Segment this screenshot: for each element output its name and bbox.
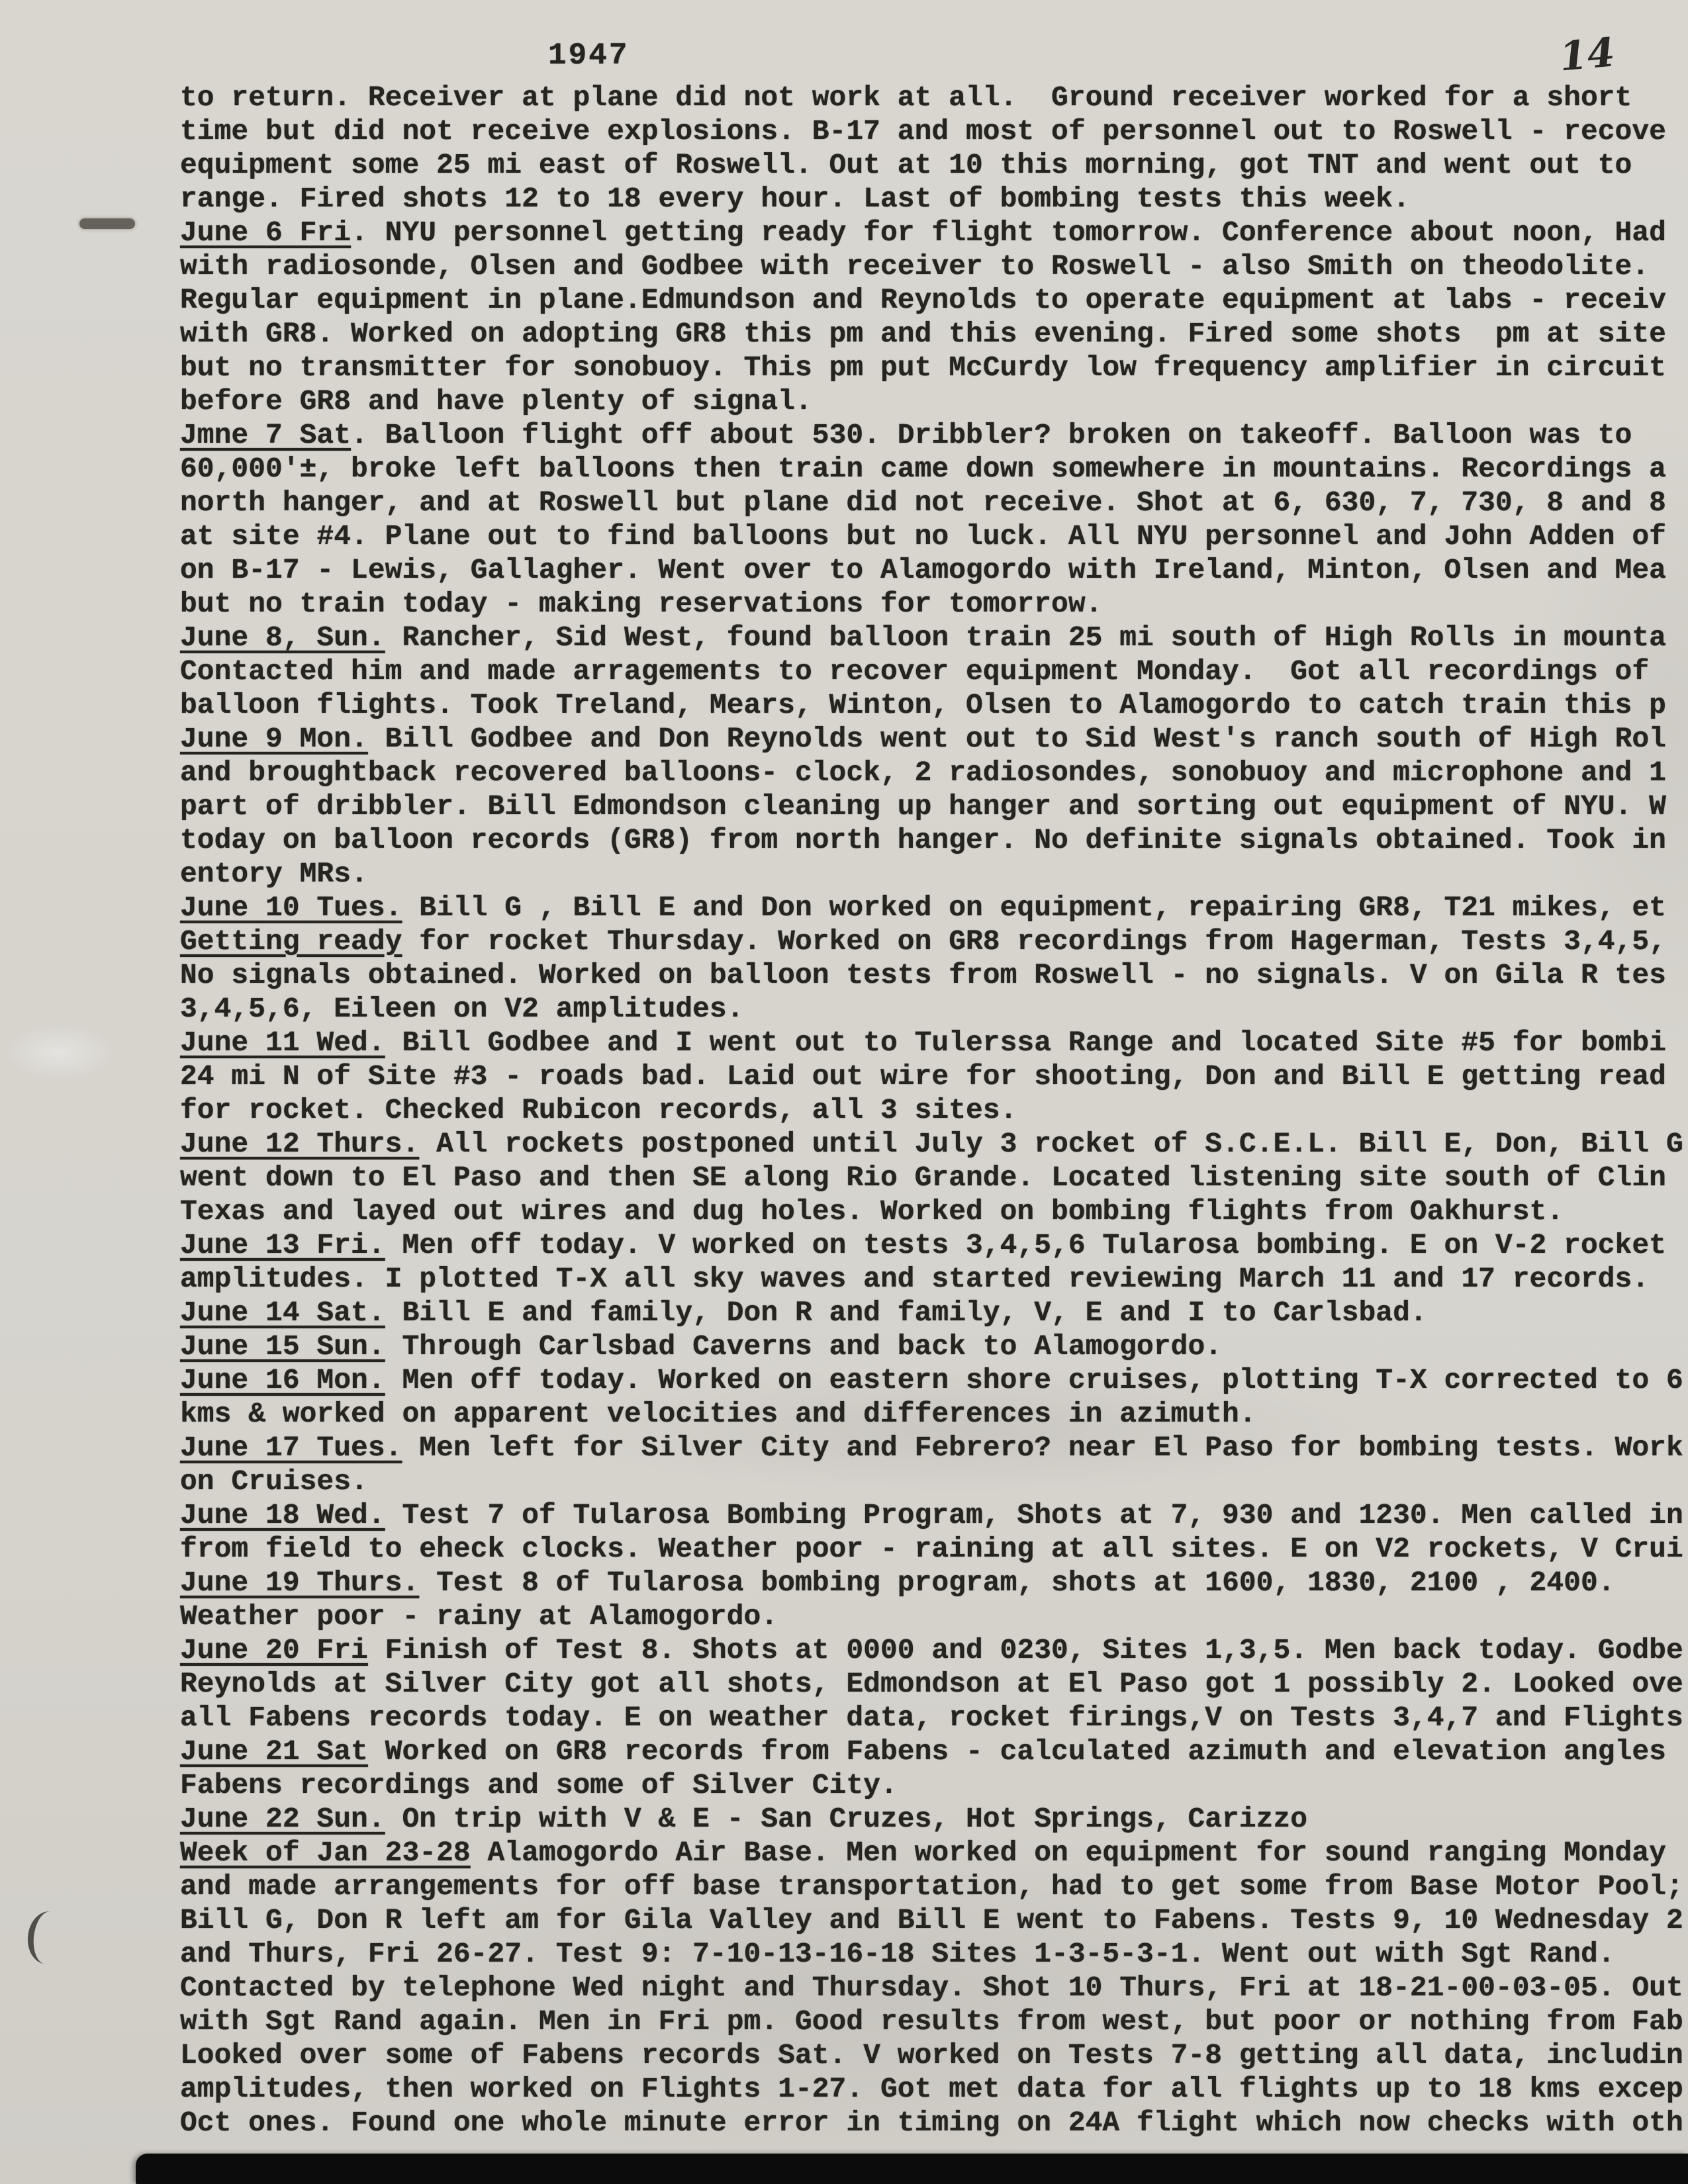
log-line [180, 114, 1683, 148]
entry-text: All rockets postponed until July 3 rocket of S.C.E.L. Bill E, Don, Bill G [419, 1128, 1683, 1160]
log-entry [180, 621, 1683, 722]
log-line [180, 385, 1683, 418]
log-line [180, 1465, 1683, 1498]
entry-text: Test 7 of Tularosa Bombing Program, Shots at 7, 930 and 1230. Men called in [385, 1499, 1683, 1531]
log-entry [180, 1363, 1683, 1431]
scan-bottom-bar [136, 2154, 1688, 2184]
log-entry [180, 1735, 1683, 1802]
entry-text: Men off today. V worked on tests 3,4,5,6 Tularosa bombing. E on V-2 rocket [385, 1229, 1666, 1261]
entry-date-underlined: June 13 Fri. [180, 1229, 385, 1261]
log-line [180, 452, 1683, 486]
entry-text: for rocket Thursday. Worked on GR8 recordings from Hagerman, Tests 3,4,5, [402, 925, 1666, 958]
log-line [180, 1127, 1683, 1161]
entry-text: with GR8. Worked on adopting GR8 this pm and this evening. Fired some shots pm at site [180, 318, 1666, 350]
entry-text: for rocket. Checked Rubicon records, all 3 sites. [180, 1094, 1017, 1126]
entry-date-underlined: June 22 Sun. [180, 1803, 385, 1835]
scan-smudge-dash [79, 218, 135, 229]
entry-date-underlined: June 12 Thurs. [180, 1128, 420, 1160]
log-entry [180, 1633, 1683, 1735]
log-entry [180, 1296, 1683, 1330]
entry-text: Bill Godbee and Don Reynolds went out to Sid West's ranch south of High Rol [367, 723, 1666, 755]
entry-text: from field to eheck clocks. Weather poor - raining at all sites. E on V2 rockets, V Crui [180, 1533, 1683, 1565]
log-line [180, 1060, 1683, 1093]
log-line [180, 317, 1683, 351]
entry-text: today on balloon records (GR8) from north hanger. No definite signals obtained. Took in [180, 824, 1666, 856]
page-number: 14 [1558, 29, 1617, 81]
log-line [180, 992, 1683, 1026]
entry-date-underlined: June 15 Sun. [180, 1330, 385, 1363]
log-line [180, 1195, 1683, 1228]
log-line [180, 2106, 1683, 2140]
log-line [180, 1971, 1683, 2005]
entry-text: before GR8 and have plenty of signal. [180, 385, 812, 418]
log-line [180, 790, 1683, 823]
entry-text: with radiosonde, Olsen and Godbee with receiver to Roswell - also Smith on theodolite. [180, 250, 1650, 283]
entry-text: 60,000'±, broke left balloons then train came down somewhere in mountains. Recordings a [180, 453, 1666, 485]
log-line [180, 1735, 1683, 1768]
entry-text: Bill G, Don R left am for Gila Valley and Bill E went to Fabens. Tests 9, 10 Wednesday 2 [180, 1904, 1683, 1936]
log-entry [180, 1566, 1683, 1633]
log-line [180, 1161, 1683, 1195]
log-line [180, 216, 1683, 250]
entry-text: amplitudes, then worked on Flights 1-27. Got met data for all flights up to 18 kms excep [180, 2073, 1683, 2105]
entry-text: Reynolds at Silver City got all shots, Edmondson at El Paso got 1 possibly 2. Looked ove [180, 1668, 1683, 1700]
entry-text: balloon flights. Took Treland, Mears, Winton, Olsen to Alamogordo to catch train this p [180, 689, 1666, 721]
entry-text: 24 mi N of Site #3 - roads bad. Laid out wire for shooting, Don and Bill E getting read [180, 1060, 1666, 1093]
log-line [180, 283, 1683, 317]
entry-text: Weather poor - rainy at Alamogordo. [180, 1600, 778, 1633]
entry-date-underlined: June 8, Sun. [180, 621, 385, 654]
entry-date-underlined: June 18 Wed. [180, 1499, 385, 1531]
entry-text: equipment some 25 mi east of Roswell. Out at 10 this morning, got TNT and went out to [180, 149, 1632, 181]
entry-text: with Sgt Rand again. Men in Fri pm. Good results from west, but poor or nothing from Fab [180, 2005, 1683, 2038]
entry-text: Alamogordo Air Base. Men worked on equipment for sound ranging Monday [470, 1837, 1666, 1869]
entry-text: Test 8 of Tularosa bombing program, shots at 1600, 1830, 2100 , 2400. [419, 1567, 1615, 1599]
entry-text: range. Fired shots 12 to 18 every hour. Last of bombing tests this week. [180, 183, 1410, 215]
log-entry [180, 81, 1683, 216]
entry-date-underlined: June 14 Sat. [180, 1297, 385, 1329]
log-line [180, 520, 1683, 553]
entry-text: Fabens recordings and some of Silver City. [180, 1769, 898, 1801]
log-line [180, 1026, 1683, 1060]
log-line [180, 857, 1683, 891]
log-line [180, 621, 1683, 655]
log-line [180, 1701, 1683, 1735]
log-line [180, 182, 1683, 216]
log-entry [180, 891, 1683, 1026]
log-line [180, 1903, 1683, 1937]
log-entry [180, 1431, 1683, 1498]
entry-date-underlined: Week of Jan 23-28 [180, 1837, 471, 1869]
log-line [180, 1937, 1683, 1971]
log-line [180, 1768, 1683, 1802]
log-line [180, 756, 1683, 790]
log-line [180, 891, 1683, 925]
log-line [180, 1870, 1683, 1903]
entry-date-underlined: June 19 Thurs. [180, 1567, 420, 1599]
entry-text: and made arrangements for off base transportation, had to get some from Base Motor Pool; [180, 1870, 1683, 1903]
entry-text: time but did not receive explosions. B-17 and most of personnel out to Roswell - recove [180, 115, 1666, 148]
log-entry [180, 1127, 1683, 1228]
entry-text: all Fabens records today. E on weather data, rocket firings,V on Tests 3,4,7 and Flights [180, 1702, 1683, 1734]
log-line [180, 1330, 1683, 1363]
log-line [180, 2038, 1683, 2072]
log-line [180, 1296, 1683, 1330]
entry-text: Bill G , Bill E and Don worked on equipment, repairing GR8, T21 mikes, et [402, 891, 1666, 924]
log-entry [180, 722, 1683, 891]
entry-text: and broughtback recovered balloons- clock, 2 radiosondes, sonobuoy and microphone and 1 [180, 756, 1666, 789]
entry-text: part of dribbler. Bill Edmondson cleaning up hanger and sorting out equipment of NYU. W [180, 790, 1666, 823]
entry-text: on Cruises. [180, 1465, 368, 1498]
entry-text: Looked over some of Fabens records Sat. V worked on Tests 7-8 getting all data, includin [180, 2039, 1683, 2071]
entry-text: to return. Receiver at plane did not work at all. Ground receiver worked for a short [180, 81, 1632, 114]
log-line [180, 1397, 1683, 1431]
log-line [180, 1498, 1683, 1532]
entry-text: at site #4. Plane out to find balloons but no luck. All NYU personnel and John Adden of [180, 520, 1666, 553]
log-line [180, 1566, 1683, 1600]
entry-date-underlined: June 6 Fri [180, 216, 352, 249]
log-entry [180, 216, 1683, 418]
entry-text: Texas and layed out wires and dug holes. Worked on bombing flights from Oakhurst. [180, 1195, 1564, 1228]
log-line [180, 553, 1683, 587]
entry-text: . Balloon flight off about 530. Dribbler? broken on takeoff. Balloon was to [351, 419, 1632, 451]
log-line [180, 148, 1683, 182]
entry-text: Rancher, Sid West, found balloon train 25 mi south of High Rolls in mounta [385, 621, 1666, 654]
log-line [180, 1431, 1683, 1465]
log-line [180, 688, 1683, 722]
entry-date-underlined: June 20 Fri [180, 1634, 368, 1666]
entry-text: Regular equipment in plane.Edmundson and Reynolds to operate equipment at labs - receiv [180, 284, 1666, 316]
entry-text: amplitudes. I plotted T-X all sky waves and started reviewing March 11 and 17 records. [180, 1263, 1650, 1295]
log-line [180, 1262, 1683, 1296]
entry-text: No signals obtained. Worked on balloon tests from Roswell - no signals. V on Gila R tes [180, 959, 1666, 991]
entry-text: but no train today - making reservations for tomorrow. [180, 588, 1103, 620]
log-line [180, 1600, 1683, 1633]
log-line [180, 958, 1683, 992]
entry-date-underlined: June 16 Mon. [180, 1364, 385, 1396]
log-line [180, 1532, 1683, 1566]
log-entry [180, 1498, 1683, 1566]
year-heading: 1947 [548, 38, 630, 73]
log-line [180, 418, 1683, 452]
entry-text: Finish of Test 8. Shots at 0000 and 0230, Sites 1,3,5. Men back today. Godbe [367, 1634, 1683, 1666]
log-line [180, 1667, 1683, 1701]
log-line [180, 1093, 1683, 1127]
entry-text: Men left for Silver City and Febrero? near El Paso for bombing tests. Work [402, 1432, 1683, 1464]
log-line [180, 351, 1683, 385]
log-line [180, 2005, 1683, 2038]
log-line [180, 1836, 1683, 1870]
entry-date-underlined: June 11 Wed. [180, 1026, 385, 1059]
entry-date-underlined: June 9 Mon. [180, 723, 368, 755]
entry-text: On trip with V & E - San Cruzes, Hot Springs, Carizzo [385, 1803, 1308, 1835]
entry-date-underlined: June 21 Sat [180, 1735, 368, 1768]
entry-text: and Thurs, Fri 26-27. Test 9: 7-10-13-16-18 Sites 1-3-5-3-1. Went out with Sgt Rand. [180, 1938, 1615, 1970]
entry-date-underlined: June 17 Tues. [180, 1432, 402, 1464]
log-line [180, 486, 1683, 520]
entry-text: north hanger, and at Roswell but plane did not receive. Shot at 6, 630, 7, 730, 8 and 8 [180, 486, 1666, 519]
entry-text: Bill E and family, Don R and family, V, E and I to Carlsbad. [385, 1297, 1427, 1329]
log-line [180, 250, 1683, 283]
entry-text: on B-17 - Lewis, Gallagher. Went over to Alamogordo with Ireland, Minton, Olsen and Mea [180, 554, 1666, 586]
log-text [180, 81, 1683, 2140]
entry-text: but no transmitter for sonobuoy. This pm put McCurdy low frequency amplifier in circuit [180, 351, 1666, 384]
entry-text: kms & worked on apparent velocities and differences in azimuth. [180, 1398, 1256, 1430]
entry-date-underlined: Getting ready [180, 925, 402, 958]
entry-text: went down to El Paso and then SE along Rio Grande. Located listening site south of Clin [180, 1161, 1666, 1194]
entry-text: Through Carlsbad Caverns and back to Alamogordo. [385, 1330, 1223, 1363]
entry-text: entory MRs. [180, 858, 368, 890]
entry-text: Bill Godbee and I went out to Tulerssa Range and located Site #5 for bombi [385, 1026, 1666, 1059]
log-entry [180, 1026, 1683, 1127]
log-entry [180, 1228, 1683, 1296]
log-line [180, 1363, 1683, 1397]
log-line [180, 722, 1683, 756]
log-line [180, 587, 1683, 621]
entry-text: Contacted by telephone Wed night and Thursday. Shot 10 Thurs, Fri at 18-21-00-03-05. Out [180, 1972, 1683, 2004]
log-line [180, 823, 1683, 857]
entry-text: Oct ones. Found one whole minute error in timing on 24A flight which now checks with oth [180, 2107, 1683, 2139]
log-line [180, 1228, 1683, 1262]
log-entry [180, 1802, 1683, 1836]
entry-date-underlined: June 10 Tues. [180, 891, 402, 924]
handwritten-paren-mark [25, 1909, 71, 1966]
entry-text: Contacted him and made arragements to recover equipment Monday. Got all recordings of [180, 655, 1650, 688]
log-line [180, 925, 1683, 958]
entry-text: Worked on GR8 records from Fabens - calculated azimuth and elevation angles [367, 1735, 1666, 1768]
log-line [180, 81, 1683, 114]
log-line [180, 655, 1683, 688]
entry-text: 3,4,5,6, Eileen on V2 amplitudes. [180, 993, 744, 1025]
log-entry [180, 1836, 1683, 2140]
log-line [180, 1633, 1683, 1667]
log-entry [180, 418, 1683, 621]
log-entry [180, 1330, 1683, 1363]
entry-text: Men off today. Worked on eastern shore cruises, plotting T-X corrected to 6 [385, 1364, 1683, 1396]
entry-date-underlined: Jmne 7 Sat [180, 419, 352, 451]
entry-text: . NYU personnel getting ready for flight tomorrow. Conference about noon, Had [351, 216, 1666, 249]
log-line [180, 2072, 1683, 2106]
log-line [180, 1802, 1683, 1836]
